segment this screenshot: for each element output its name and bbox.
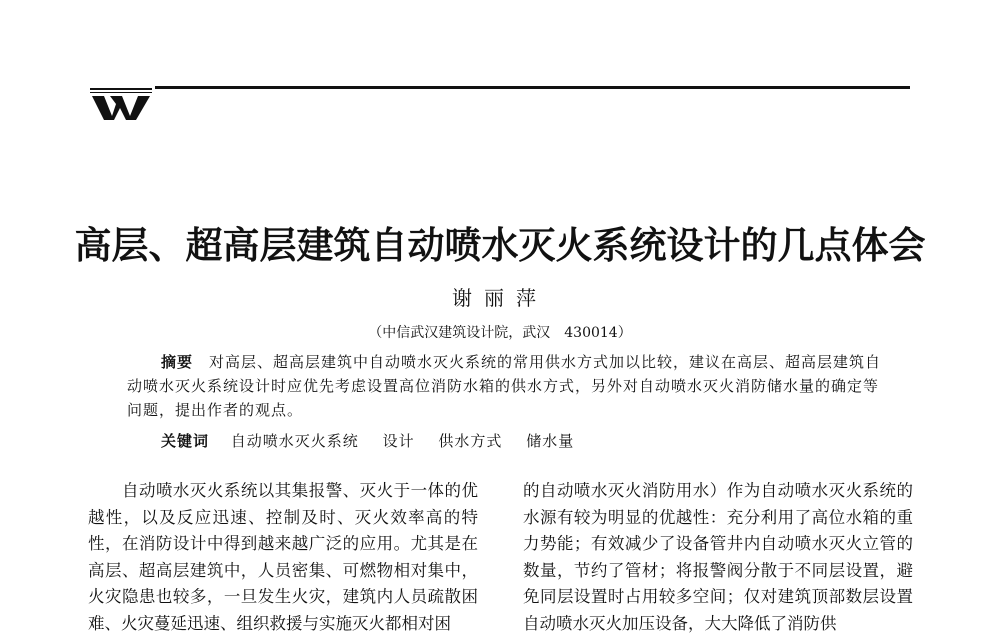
keyword-item: 自动喷水灭火系统 xyxy=(230,432,359,450)
keyword-item: 供水方式 xyxy=(438,432,503,450)
keyword-item: 储水量 xyxy=(526,432,575,450)
journal-logo-icon xyxy=(90,86,165,122)
body-column-right xyxy=(523,478,913,637)
abstract xyxy=(127,350,887,422)
keywords xyxy=(161,430,592,451)
abstract-text: 对高层、超高层建筑中自动喷水灭火系统的常用供水方式加以比较，建议在高层、超高层建筑自动喷水灭火系统设计时应优先考虑设置高位消防水箱的供水方式，另外对自动喷水灭火消防储水量的确定等问题，提出作者的观点。 xyxy=(127,353,882,419)
body-column-left xyxy=(88,478,478,637)
keywords-label: 关键词 xyxy=(161,432,210,450)
keyword-item: 设计 xyxy=(382,432,415,450)
author-name: 谢丽萍 xyxy=(452,286,548,310)
body-paragraph: 的自动喷水灭火消防用水）作为自动喷水灭火系统的水源有较为明显的优越性：充分利用了高位水箱的重力势能；有效减少了设备管井内自动喷水灭火立管的数量，节约了管材；将报警阀分散于不同层设置，避免同层设置时占用较多空间；仅对建筑顶部数层设置自动喷水灭火加压设备，大大降低了消防供 xyxy=(523,481,913,633)
body-paragraph: 自动喷水灭火系统以其集报警、灭火于一体的优越性，以及反应迅速、控制及时、灭火效率高的特性，在消防设计中得到越来越广泛的应用。尤其是在高层、超高层建筑中，人员密集、可燃物相对集中，火灾隐患也较多，一旦发生火灾，建筑内人员疏散困难、火灾蔓延迅速、组织救援与实施灭火都相对困 xyxy=(88,481,478,633)
paper-title: 高层、超高层建筑自动喷水灭火系统设计的几点体会 xyxy=(74,224,926,267)
header-rule xyxy=(155,86,910,89)
author-affiliation: （中信武汉建筑设计院，武汉 430014） xyxy=(368,325,632,341)
abstract-label: 摘要 xyxy=(161,353,194,371)
